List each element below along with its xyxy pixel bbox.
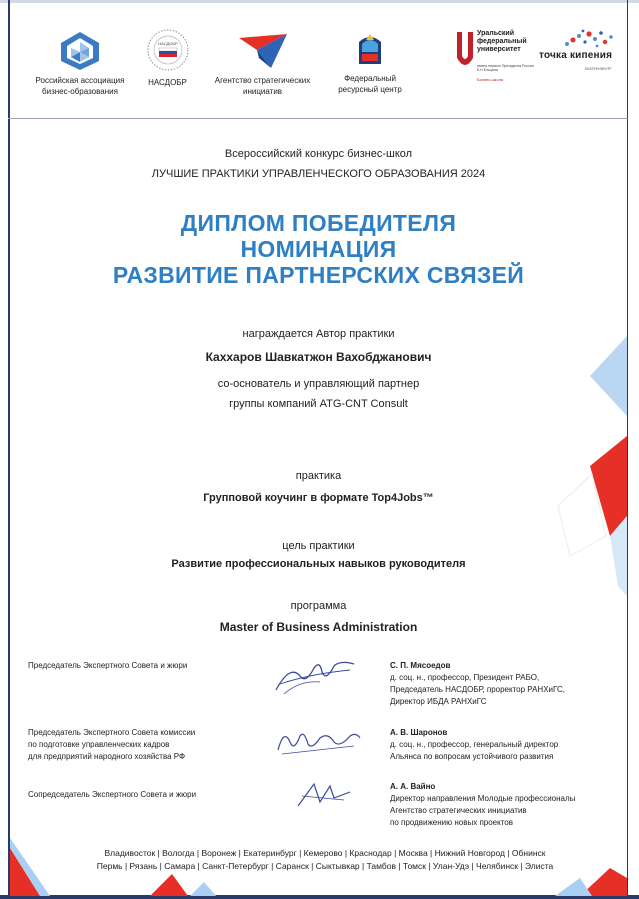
signature-role-2: [28, 727, 278, 763]
signature-mark-3: [294, 778, 354, 812]
signatory-name-3: А. А. Вайно: [390, 782, 436, 791]
urfu-tochka-logo: [455, 28, 620, 80]
signature-info-3: [390, 781, 622, 829]
recipient-position-line1: со-основатель и управляющий партнер: [217, 378, 420, 390]
signature-role-2-line3: для предприятий народного хозяйства РФ: [28, 752, 186, 761]
awarded-label: награждается Автор практики: [242, 328, 395, 340]
diploma-title-line1: ДИПЛОМ ПОБЕДИТЕЛЯ: [180, 210, 457, 236]
signature-role-1-line: Председатель Экспертного Совета и жюри: [28, 661, 188, 670]
signatory-detail-1b: Председатель НАСДОБР, проректор РАНХиГС,: [390, 685, 565, 694]
signature-mark-2: [274, 724, 364, 758]
urfu-subtitle: имени первого Президента России Б.Н.Ельцина: [477, 64, 534, 72]
header-divider: [8, 118, 628, 119]
asi-logo: [205, 32, 320, 97]
urfu-u-icon: [455, 30, 475, 70]
tochka-name: точка кипения: [539, 50, 613, 61]
contest-title: ЛУЧШИЕ ПРАКТИКИ УПРАВЛЕНЧЕСКОГО ОБРАЗОВАНИЯ 2024: [151, 168, 486, 180]
rabo-emblem-icon: [57, 30, 103, 72]
frc-logo: [325, 30, 415, 95]
signatory-detail-3c: по продвижению новых проектов: [390, 818, 513, 827]
signature-role-3: [28, 789, 278, 801]
urfu-school: Бизнес-школа: [477, 77, 504, 82]
recipient-name: Каххаров Шавкатжон Вахобджанович: [205, 350, 432, 364]
asi-caption: Агентство стратегических инициатив: [214, 76, 311, 96]
cities-line1: Владивосток | Вологда | Воронеж | Екатеринбург | Кемерово | Краснодар | Москва | Нижний Новгород | Обнинск: [104, 848, 546, 858]
svg-text:НАСДОБР: НАСДОБР: [157, 41, 178, 46]
signature-info-2: [390, 727, 622, 763]
signature-info-1: [390, 660, 622, 708]
left-border: [8, 0, 10, 899]
urfu-name: Уральский федеральный университет: [477, 30, 527, 53]
nasdobr-logo: [140, 28, 195, 88]
recipient-position-line2: группы компаний ATG-CNT Consult: [229, 398, 408, 410]
signature-role-2-line2: по подготовке управленческих кадров: [28, 740, 170, 749]
nasdobr-caption: НАСДОБР: [148, 78, 187, 87]
diploma-title-line3: РАЗВИТИЕ ПАРТНЕРСКИХ СВЯЗЕЙ: [112, 262, 525, 288]
rabo-logo: [30, 30, 130, 97]
cities-line2: Пермь | Рязань | Самара | Санкт-Петербург | Саранск | Сыктывкар | Тамбов | Томск | Улан-Удэ | Челябинск | Элиста: [96, 861, 554, 871]
signatory-detail-3b: Агентство стратегических инициатив: [390, 806, 527, 815]
top-border: [0, 0, 639, 3]
signature-mark-1: [270, 654, 360, 698]
signatory-detail-1a: д. соц. н., профессор, Президент РАБО,: [390, 673, 540, 682]
program-label: программа: [290, 600, 347, 612]
signatory-name-1: С. П. Мясоедов: [390, 661, 451, 670]
signature-role-2-line1: Председатель Экспертного Совета комиссии: [28, 728, 196, 737]
goal-label: цель практики: [282, 540, 355, 552]
program-value: Master of Business Administration: [219, 620, 418, 634]
goal-value: Развитие профессиональных навыков руководителя: [171, 558, 466, 570]
diploma-title-line2: НОМИНАЦИЯ: [240, 236, 397, 262]
right-decoration: [498, 336, 628, 596]
frc-emblem-icon: [353, 30, 387, 70]
signatory-detail-2b: Альянса по вопросам устойчивого развития: [390, 752, 554, 761]
practice-label: практика: [295, 470, 342, 482]
signature-role-3-line: Сопредседатель Экспертного Совета и жюри: [28, 790, 197, 799]
practice-value: Групповой коучинг в формате Top4Jobs™: [203, 492, 434, 504]
tochka-dots-icon: [559, 28, 619, 50]
signatory-detail-3a: Директор направления Молодые профессионалы: [390, 794, 576, 803]
signatory-detail-2a: д. соц. н., профессор, генеральный директор: [390, 740, 559, 749]
signature-role-1: [28, 660, 278, 672]
contest-line: Всероссийский конкурс бизнес-школ: [224, 148, 413, 160]
rabo-caption: Российская ассоциация бизнес-образования: [35, 76, 125, 96]
frc-caption: Федеральный ресурсный центр: [338, 74, 402, 94]
signatory-detail-1c: Директор ИБДА РАНХиГС: [390, 697, 487, 706]
asi-arrow-icon: [237, 32, 289, 72]
tochka-city: ЕКАТЕРИНБУРГ: [585, 67, 612, 71]
diploma-title: [10, 210, 627, 288]
signatory-name-2: А. В. Шаронов: [390, 728, 448, 737]
nasdobr-seal-icon: [146, 28, 190, 74]
